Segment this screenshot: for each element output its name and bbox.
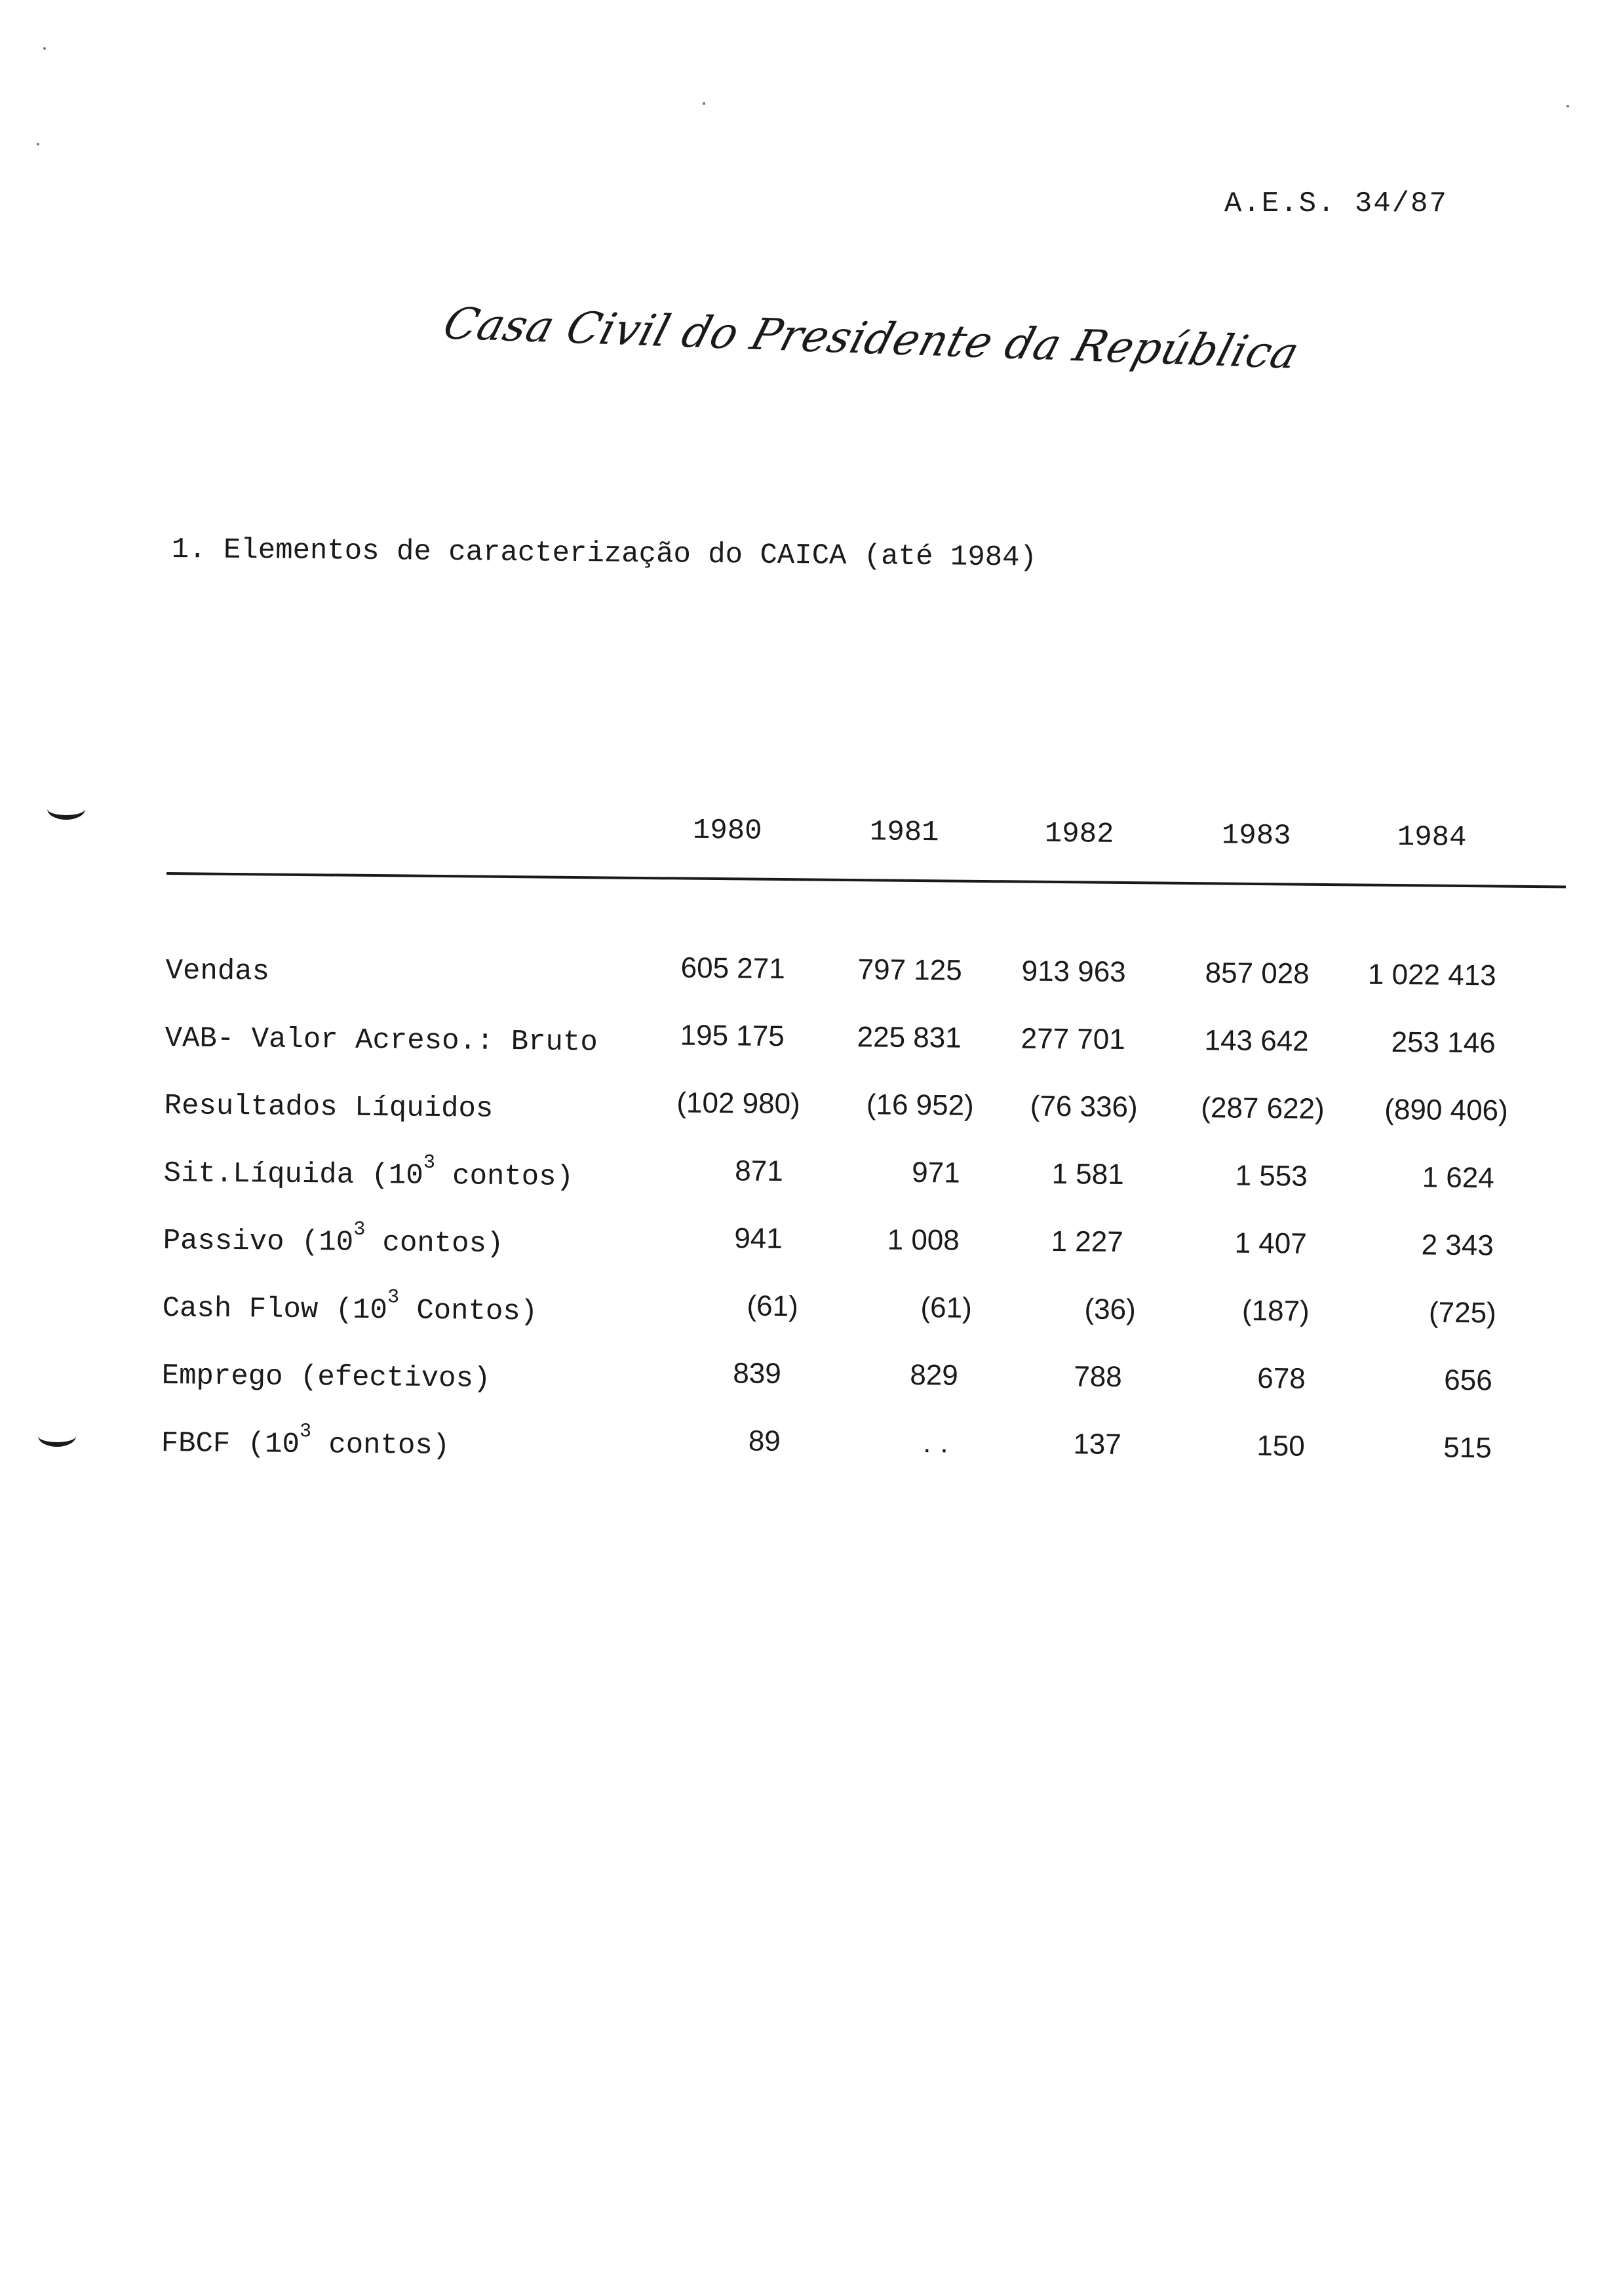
table-cell: 150	[1256, 1430, 1305, 1463]
table-cell: 2 343	[1421, 1229, 1494, 1262]
table-cell: 857 028	[1205, 957, 1310, 990]
table-cell: 656	[1444, 1364, 1492, 1397]
table-cell: 515	[1443, 1431, 1492, 1464]
table-cell: 253 146	[1391, 1025, 1496, 1060]
table-cell: 605 271	[680, 951, 785, 985]
row-label: Cash Flow ($10^3$ Contos)	[162, 1286, 538, 1329]
table-row	[165, 1014, 1568, 1096]
section-heading: 1. Elementos de caracterização do CAICA (até 1984)	[171, 533, 1038, 575]
table-cell: (76 336)	[1030, 1090, 1138, 1124]
table-cell: 277 701	[1021, 1022, 1125, 1056]
table-cell: 829	[910, 1358, 958, 1392]
row-label: VAB- Valor Acreso.: Bruto	[165, 1022, 598, 1060]
table-cell: 1 407	[1234, 1227, 1307, 1260]
table-row	[164, 1082, 1567, 1163]
year-header: 1984	[1397, 821, 1467, 855]
table-cell: 143 642	[1204, 1024, 1309, 1058]
table-cell: 839	[733, 1357, 782, 1390]
document-reference: A.E.S. 34/87	[1224, 187, 1448, 220]
header-rule	[166, 872, 1566, 888]
table-cell: 797 125	[857, 953, 962, 987]
table-cell: 89	[748, 1425, 781, 1458]
row-label: Sit.Líquida ($10^3$ contos)	[163, 1151, 574, 1194]
table-cell: (61)	[747, 1290, 798, 1323]
table-row	[165, 947, 1568, 1028]
year-header: 1981	[869, 816, 939, 850]
table-cell: 225 831	[857, 1021, 962, 1054]
table-cell: 1 581	[1051, 1157, 1124, 1191]
table-cell: (187)	[1241, 1294, 1310, 1328]
table-cell: 195 175	[680, 1019, 785, 1053]
punch-mark-bottom	[38, 1425, 76, 1447]
year-header: 1980	[692, 814, 762, 848]
table-cell: 1 227	[1051, 1225, 1123, 1259]
table-body	[161, 947, 1568, 1501]
table-cell: (61)	[920, 1292, 972, 1324]
row-label: Vendas	[165, 954, 270, 989]
table-cell: 971	[912, 1156, 960, 1189]
scan-speck	[43, 47, 46, 50]
table-cell: 913 963	[1021, 955, 1126, 989]
table-row	[161, 1419, 1564, 1501]
table-header	[166, 809, 1570, 875]
table-cell: 1 624	[1422, 1161, 1494, 1195]
table-cell: 871	[735, 1155, 783, 1188]
table-cell: (287 622)	[1201, 1092, 1325, 1125]
data-table	[161, 809, 1570, 1464]
table-row	[161, 1352, 1565, 1433]
table-cell: (890 406)	[1384, 1093, 1508, 1127]
table-cell: (36)	[1084, 1293, 1136, 1326]
table-row	[163, 1149, 1566, 1231]
table-cell: (102 980)	[676, 1086, 800, 1120]
year-header: 1982	[1044, 817, 1114, 851]
year-header: 1983	[1221, 819, 1291, 853]
letterhead: Casa Civil do Presidente da República	[438, 298, 1306, 379]
row-label: Emprego (efectivos)	[161, 1359, 491, 1396]
table-cell: 678	[1257, 1362, 1306, 1395]
table-cell: ..	[923, 1426, 958, 1459]
table-cell: (725)	[1428, 1296, 1496, 1330]
table-row	[162, 1284, 1565, 1366]
table-cell: 1 022 413	[1367, 958, 1496, 992]
table-cell: 788	[1074, 1360, 1122, 1394]
punch-mark-top	[47, 798, 85, 820]
row-label: Passivo ($10^3$ contos)	[163, 1218, 504, 1261]
table-cell: 941	[734, 1222, 783, 1255]
row-label: Resultados Líquidos	[164, 1089, 494, 1126]
scan-speck	[37, 143, 39, 145]
scan-speck	[1566, 105, 1569, 107]
row-label: FBCF ($10^3$ contos)	[161, 1420, 450, 1463]
table-cell: 1 008	[887, 1223, 960, 1257]
table-cell: (16 952)	[866, 1088, 974, 1122]
table-cell: 1 553	[1235, 1159, 1308, 1193]
table-row	[163, 1217, 1566, 1298]
table-cell: 137	[1073, 1428, 1121, 1461]
scan-speck	[703, 102, 705, 105]
